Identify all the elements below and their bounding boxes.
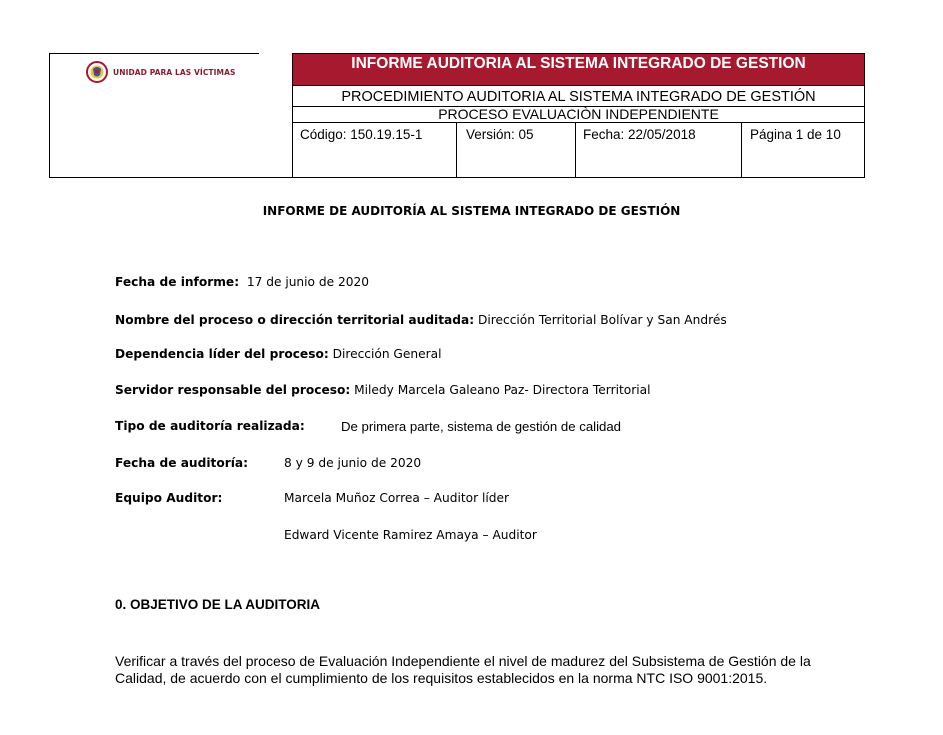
section-heading: 0. OBJETIVO DE LA AUDITORIA (115, 597, 321, 612)
header-codigo: Código: 150.19.15-1 (300, 127, 423, 142)
document-title: INFORME DE AUDITORÍA AL SISTEMA INTEGRADO DE GESTIÓN (262, 204, 681, 218)
header-divider (292, 122, 865, 123)
logo (86, 61, 236, 83)
field-servidor (115, 383, 650, 397)
field-dependencia (115, 347, 441, 361)
field-label: Servidor responsable del proceso: (115, 383, 351, 397)
field-fecha-informe (115, 275, 369, 289)
field-label: Nombre del proceso o dirección territorial auditada: (115, 313, 475, 327)
field-tipo (115, 419, 622, 434)
field-fecha-auditoria (115, 456, 422, 470)
logo-cell-top-border (49, 53, 259, 54)
header-process: PROCESO EVALUACIÒN INDEPENDIENTE (438, 106, 719, 122)
header-cell-divider (741, 122, 742, 178)
field-value: Miledy Marcela Galeano Paz- Directora Territorial (354, 383, 651, 397)
header-title: INFORME AUDITORIA AL SISTEMA INTEGRADO DE GESTION (292, 53, 865, 86)
field-nombre-proceso (115, 313, 727, 327)
logo-text: UNIDAD PARA LAS VÍCTIMAS (113, 67, 236, 77)
field-value: Dirección General (332, 347, 442, 361)
field-value: 8 y 9 de junio de 2020 (284, 456, 422, 470)
field-value: Marcela Muñoz Correa – Auditor líder (284, 491, 509, 505)
colombia-coat-of-arms-icon (86, 61, 108, 83)
field-label: Equipo Auditor: (115, 491, 223, 505)
header-fecha: Fecha: 22/05/2018 (583, 127, 696, 142)
header-version: Versión: 05 (466, 127, 534, 142)
field-equipo (115, 491, 509, 505)
section-paragraph: Verificar a través del proceso de Evaluación Independiente el nivel de madurez del Subsistema de Gestión de la Calidad, de acuerdo con el cumplimiento de los requisitos establecidos en la norma NTC ISO 9001:2015. (115, 653, 811, 686)
field-label: Tipo de auditoría realizada: (115, 419, 305, 433)
field-label: Dependencia líder del proceso: (115, 347, 329, 361)
header-cell-divider (575, 122, 576, 178)
header-cell-divider (456, 122, 457, 178)
header-procedure: PROCEDIMIENTO AUDITORIA AL SISTEMA INTEGRADO DE GESTIÓN (341, 89, 816, 105)
field-value: De primera parte, sistema de gestión de calidad (341, 419, 622, 434)
field-label: Fecha de informe: (115, 275, 240, 289)
field-equipo-member: Edward Vicente Ramirez Amaya – Auditor (284, 528, 537, 542)
field-value: Dirección Territorial Bolívar y San Andrés (477, 313, 727, 327)
header-pagina: Página 1 de 10 (750, 127, 841, 142)
field-value: 17 de junio de 2020 (246, 275, 369, 289)
field-label: Fecha de auditoría: (115, 456, 248, 470)
